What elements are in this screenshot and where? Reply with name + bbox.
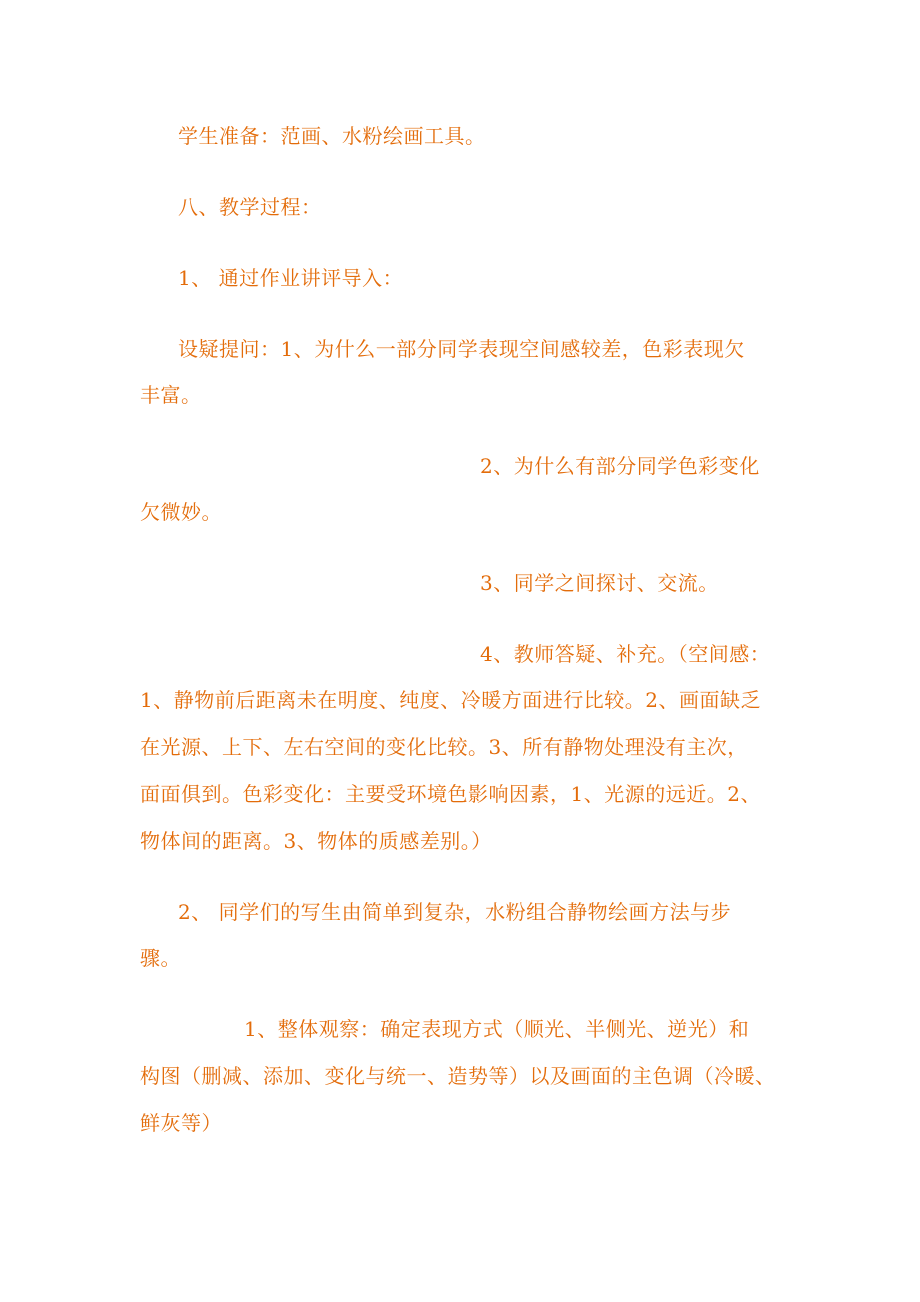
answer-line-4: 物体间的距离。3、物体的质感差别。） bbox=[140, 829, 492, 853]
question-line-2: 2、为什么有部分同学色彩变化 bbox=[480, 454, 760, 478]
question-line-2-continued: 欠微妙。 bbox=[140, 500, 222, 524]
step-2-heading: 2、 同学们的写生由简单到复杂，水粉组合静物绘画方法与步 bbox=[178, 900, 732, 924]
answer-line-3: 面面俱到。色彩变化：主要受环境色影响因素，1、光源的远近。2、 bbox=[140, 782, 761, 806]
method-line-3: 鲜灰等） bbox=[140, 1111, 222, 1135]
method-line-2: 构图（删减、添加、变化与统一、造势等）以及画面的主色调（冷暖、 bbox=[140, 1064, 776, 1088]
question-line-4: 4、教师答疑、补充。（空间感： bbox=[480, 642, 771, 666]
question-line-1-continued: 丰富。 bbox=[140, 383, 202, 407]
answer-line-1: 1、静物前后距离未在明度、纯度、冷暖方面进行比较。2、画面缺乏 bbox=[140, 688, 761, 712]
step-2-heading-continued: 骤。 bbox=[140, 946, 181, 970]
step-1-heading: 1、 通过作业讲评导入： bbox=[178, 266, 404, 290]
student-preparation-line: 学生准备：范画、水粉绘画工具。 bbox=[178, 124, 486, 148]
section-heading-teaching-process: 八、教学过程： bbox=[178, 195, 322, 219]
method-line-1: 1、整体观察：确定表现方式（顺光、半侧光、逆光）和 bbox=[244, 1017, 750, 1041]
question-line-1: 设疑提问：1、为什么一部分同学表现空间感较差，色彩表现欠 bbox=[178, 337, 745, 361]
question-line-3: 3、同学之间探讨、交流。 bbox=[480, 571, 719, 595]
answer-line-2: 在光源、上下、左右空间的变化比较。3、所有静物处理没有主次， bbox=[140, 735, 748, 759]
